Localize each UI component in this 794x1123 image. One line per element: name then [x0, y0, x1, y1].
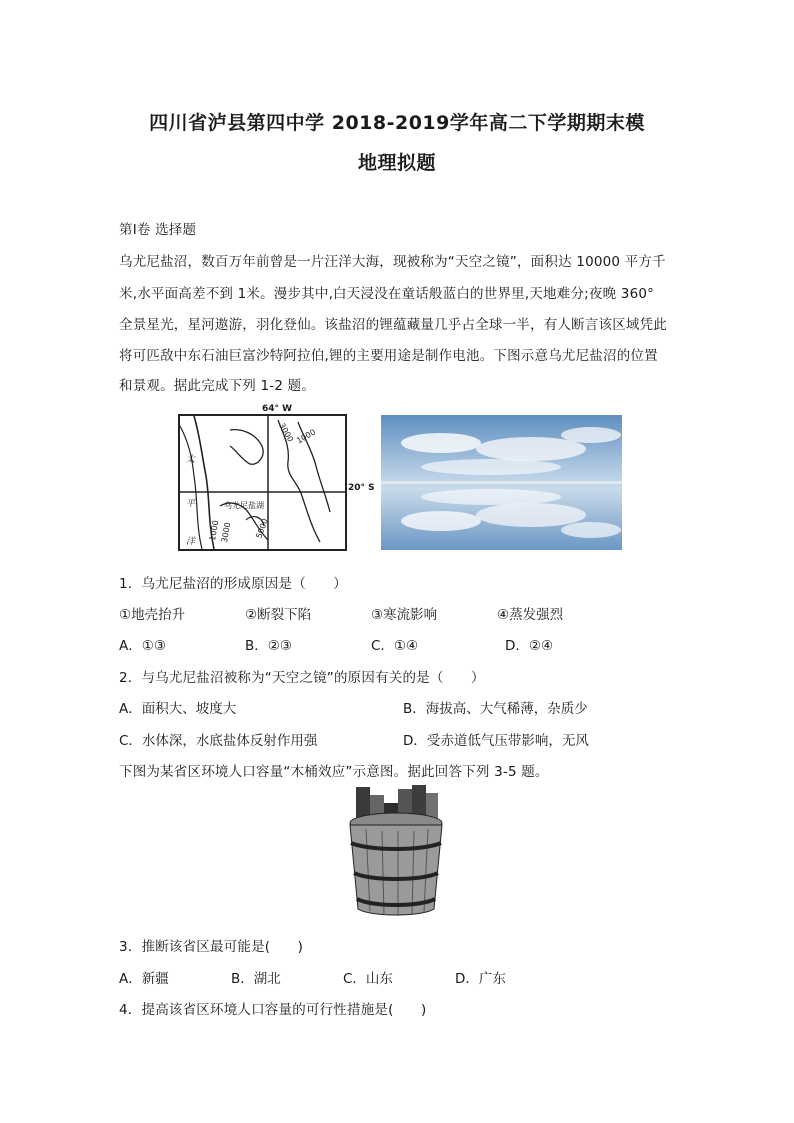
q3-option-d: D．广东: [455, 971, 506, 987]
q1-factor-3: ③寒流影响: [371, 607, 438, 623]
q2-option-d: D．受赤道低气压带影响，无风: [403, 733, 589, 749]
q1-option-b: B．②③: [245, 638, 292, 654]
question-2-stem: 2．与乌尤尼盐沼被称为“天空之镜”的原因有关的是（ ）: [119, 670, 485, 686]
q2-option-a: A．面积大、坡度大: [119, 701, 237, 717]
intro-line-4: 将可匹敌中东石油巨富沙特阿拉伯,锂的主要用途是制作电池。下图示意乌尤尼盐沼的位置: [119, 348, 658, 364]
intro-line-1: 乌尤尼盐沼，数百万年前曾是一片汪洋大海，现被称为“天空之镜”，面积达 10000 平方千: [119, 254, 666, 270]
map-salt-flat-label: 乌尤尼盐湖: [224, 501, 264, 510]
map-contour-label: 3000: [277, 421, 296, 444]
map-longitude-label: 64° W: [262, 404, 293, 414]
intro-line-5: 和景观。据此完成下列 1-2 题。: [119, 378, 316, 394]
document-title-line1: 四川省泸县第四中学 2018-2019学年高二下学期期末模: [149, 112, 645, 134]
intro-line-2: 米,水平面高差不到 1米。漫步其中,白天浸没在童话般蓝白的世界里,天地难分;夜晚 360°: [119, 286, 655, 302]
q1-factor-2: ②断裂下陷: [245, 607, 312, 623]
q3-option-a: A．新疆: [119, 971, 169, 987]
section-heading: 第Ⅰ卷 选择题: [119, 222, 197, 238]
q2-option-c: C．水体深，水底盐体反射作用强: [119, 733, 318, 749]
map-latitude-label: 20° S: [348, 483, 375, 493]
q1-factor-4: ④蒸发强烈: [497, 607, 564, 623]
q1-option-c: C．①④: [371, 638, 419, 654]
q3-option-b: B．湖北: [231, 971, 281, 987]
question-1-stem: 1．乌尤尼盐沼的形成原因是（ ）: [119, 576, 347, 592]
q3-option-c: C．山东: [343, 971, 393, 987]
q2-option-b: B．海拔高、大气稀薄，杂质少: [403, 701, 588, 717]
wooden-bucket-illustration: [340, 785, 452, 920]
map-contour-label: 5000: [254, 517, 270, 540]
q1-option-a: A．①③: [119, 638, 166, 654]
map-ocean-char-3: 洋: [186, 537, 196, 547]
map-contour-label: 1000: [207, 519, 221, 542]
map-contour-label: 3000: [219, 521, 233, 544]
intro-questions-3-5: 下图为某省区环境人口容量“木桶效应”示意图。据此回答下列 3-5 题。: [119, 764, 549, 780]
intro-line-3: 全景星光，星河遨游，羽化登仙。该盐沼的锂蕴藏量几乎占全球一半，有人断言该区域凭此: [119, 317, 667, 333]
question-3-stem: 3．推断该省区最可能是( ): [119, 939, 304, 955]
map-ocean-char-2: 平: [186, 499, 196, 509]
document-title-line2: 地理拟题: [357, 152, 436, 174]
q1-option-d: D．②④: [505, 638, 554, 654]
map-contour-label: 1000: [295, 427, 318, 446]
salt-flat-landscape-photo: [381, 415, 622, 550]
map-ocean-char-1: 太: [186, 455, 196, 465]
q1-factor-1: ①地壳抬升: [119, 607, 186, 623]
question-4-stem: 4．提高该省区环境人口容量的可行性措施是( ): [119, 1002, 427, 1018]
salt-flat-location-map: [178, 404, 375, 551]
